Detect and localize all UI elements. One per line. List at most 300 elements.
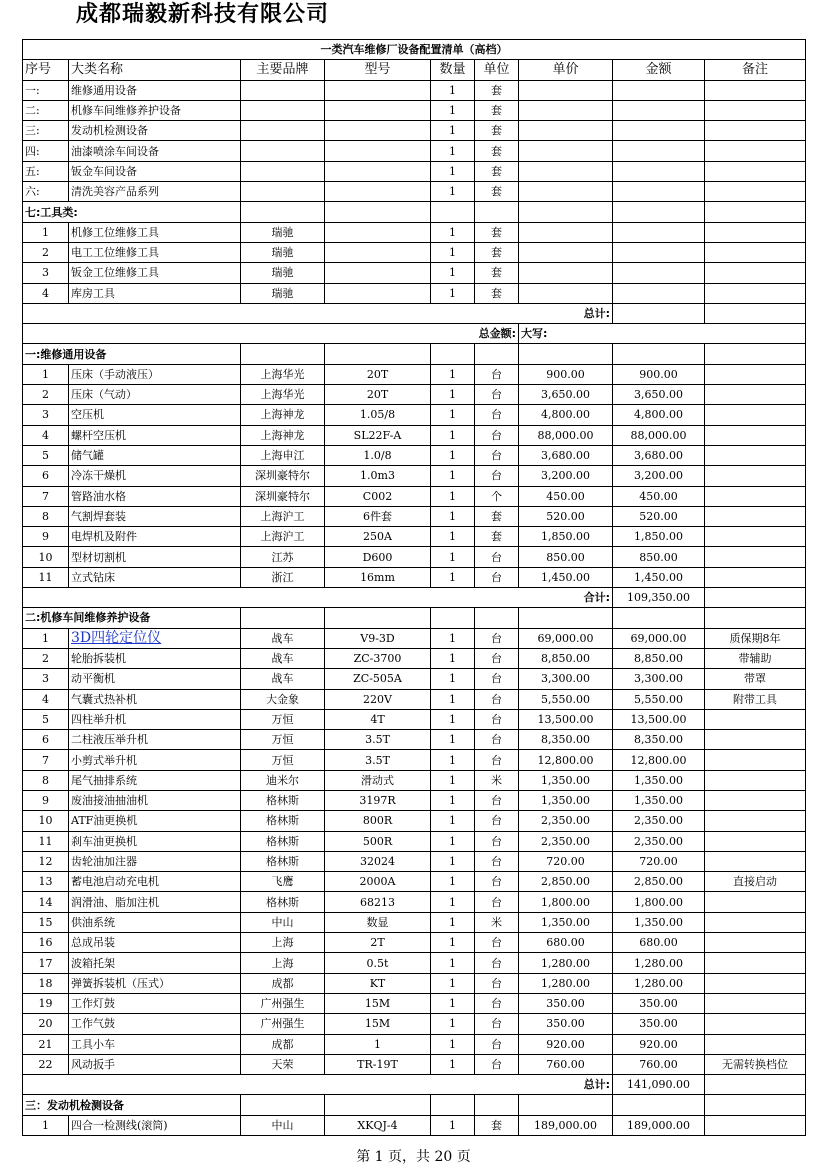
model-cell: XKQJ-4: [325, 1115, 431, 1135]
item-row: [23, 973, 806, 993]
brand-cell: [241, 141, 325, 161]
item-name: [69, 628, 241, 648]
unit-cell: 套: [475, 263, 519, 283]
subtotal-row: [23, 1075, 806, 1095]
price-cell: 850.00: [519, 547, 613, 567]
note-cell: [705, 912, 806, 932]
item-row: [23, 364, 806, 384]
brand-cell: 上海沪工: [241, 506, 325, 526]
item-name: 轮胎拆装机: [69, 648, 241, 668]
model-cell: [325, 182, 431, 202]
qty-cell: 1: [431, 1014, 475, 1034]
model-cell: 4T: [325, 709, 431, 729]
item-row: [23, 750, 806, 770]
subtotal-value: 109,350.00: [613, 588, 705, 608]
note-cell: [705, 405, 806, 425]
note-cell: [705, 222, 806, 242]
price-cell: [519, 141, 613, 161]
qty-cell: 1: [431, 669, 475, 689]
item-row: [23, 385, 806, 405]
table-cell: [475, 344, 519, 364]
unit-cell: 米: [475, 912, 519, 932]
table-cell: [241, 202, 325, 222]
summary-row: [23, 182, 806, 202]
category-name: 油漆喷涂车间设备: [69, 141, 241, 161]
row-number: 9: [23, 527, 69, 547]
brand-cell: 瑞驰: [241, 222, 325, 242]
row-number: 3: [23, 405, 69, 425]
price-cell: 12,800.00: [519, 750, 613, 770]
unit-cell: 台: [475, 851, 519, 871]
price-cell: 1,280.00: [519, 973, 613, 993]
note-cell: [705, 953, 806, 973]
model-cell: KT: [325, 973, 431, 993]
price-cell: 1,850.00: [519, 527, 613, 547]
unit-cell: 米: [475, 770, 519, 790]
table-cell: [705, 202, 806, 222]
price-cell: 920.00: [519, 1034, 613, 1054]
row-number: 1: [23, 1115, 69, 1135]
qty-cell: 1: [431, 182, 475, 202]
unit-cell: 套: [475, 527, 519, 547]
model-cell: 1.0m3: [325, 466, 431, 486]
table-cell: [241, 344, 325, 364]
unit-cell: 台: [475, 730, 519, 750]
price-cell: 5,550.00: [519, 689, 613, 709]
sheet-title: 一类汽车维修厂设备配置清单（高档）: [23, 40, 806, 60]
model-cell: 20T: [325, 385, 431, 405]
table-cell: [325, 608, 431, 628]
amount-cell: 720.00: [613, 851, 705, 871]
unit-cell: 台: [475, 466, 519, 486]
qty-cell: 1: [431, 121, 475, 141]
model-cell: 3.5T: [325, 730, 431, 750]
qty-cell: 1: [431, 953, 475, 973]
brand-cell: 上海神龙: [241, 425, 325, 445]
model-cell: 3197R: [325, 790, 431, 810]
table-cell: [431, 608, 475, 628]
item-row: [23, 669, 806, 689]
item-row: [23, 770, 806, 790]
row-number: 11: [23, 831, 69, 851]
table-cell: [475, 202, 519, 222]
section-row: [23, 344, 806, 364]
amount-cell: [613, 263, 705, 283]
model-cell: [325, 242, 431, 262]
note-cell: 质保期8年: [705, 628, 806, 648]
note-cell: [705, 973, 806, 993]
qty-cell: 1: [431, 141, 475, 161]
total-value: [613, 303, 705, 323]
amount-cell: 2,350.00: [613, 811, 705, 831]
table-cell: [431, 344, 475, 364]
row-number: 4: [23, 689, 69, 709]
model-cell: 2T: [325, 933, 431, 953]
model-cell: [325, 283, 431, 303]
price-cell: 13,500.00: [519, 709, 613, 729]
brand-cell: 格林斯: [241, 851, 325, 871]
model-cell: 6件套: [325, 506, 431, 526]
qty-cell: 1: [431, 933, 475, 953]
qty-cell: 1: [431, 242, 475, 262]
qty-cell: 1: [431, 263, 475, 283]
price-cell: 900.00: [519, 364, 613, 384]
price-cell: [519, 182, 613, 202]
col-header: 金额: [613, 60, 705, 80]
section-header: 一:维修通用设备: [23, 344, 241, 364]
unit-cell: 套: [475, 161, 519, 181]
item-name: 四合一检测线(滚筒): [69, 1115, 241, 1135]
note-cell: [705, 1115, 806, 1135]
row-number: 8: [23, 770, 69, 790]
row-number: 7: [23, 486, 69, 506]
total-label: 总计:: [23, 303, 613, 323]
brand-cell: 战车: [241, 669, 325, 689]
price-cell: [519, 80, 613, 100]
item-name: 动平衡机: [69, 669, 241, 689]
table-cell: [241, 1095, 325, 1115]
qty-cell: 1: [431, 80, 475, 100]
brand-cell: 天荣: [241, 1054, 325, 1074]
note-cell: [705, 425, 806, 445]
unit-cell: 台: [475, 1034, 519, 1054]
qty-cell: 1: [431, 161, 475, 181]
qty-cell: 1: [431, 750, 475, 770]
table-cell: [705, 608, 806, 628]
unit-cell: 台: [475, 405, 519, 425]
category-name: 维修通用设备: [69, 80, 241, 100]
amount-cell: [613, 222, 705, 242]
amount-cell: 1,850.00: [613, 527, 705, 547]
amount-cell: [613, 242, 705, 262]
note-cell: [705, 161, 806, 181]
row-number: 10: [23, 811, 69, 831]
brand-cell: 格林斯: [241, 892, 325, 912]
price-cell: 2,350.00: [519, 831, 613, 851]
item-row: [23, 405, 806, 425]
row-number: 4: [23, 425, 69, 445]
model-cell: V9-3D: [325, 628, 431, 648]
amount-cell: 520.00: [613, 506, 705, 526]
amount-cell: 3,200.00: [613, 466, 705, 486]
brand-cell: 万恒: [241, 750, 325, 770]
item-row: [23, 1014, 806, 1034]
table-cell: [325, 1095, 431, 1115]
item-name: 废油接油抽油机: [69, 790, 241, 810]
unit-cell: 台: [475, 669, 519, 689]
note-cell: 无需转换档位: [705, 1054, 806, 1074]
note-cell: [705, 588, 806, 608]
item-row: [23, 912, 806, 932]
qty-cell: 1: [431, 283, 475, 303]
note-cell: [705, 730, 806, 750]
table-cell: [519, 344, 613, 364]
unit-cell: 台: [475, 1014, 519, 1034]
item-row: [23, 892, 806, 912]
row-number: 六:: [23, 182, 69, 202]
price-cell: 4,800.00: [519, 405, 613, 425]
brand-cell: 深圳豪特尔: [241, 486, 325, 506]
brand-cell: [241, 100, 325, 120]
category-name: 清洗美容产品系列: [69, 182, 241, 202]
price-cell: [519, 283, 613, 303]
amount-cell: 1,280.00: [613, 973, 705, 993]
item-name: 波箱托架: [69, 953, 241, 973]
model-cell: D600: [325, 547, 431, 567]
note-cell: [705, 831, 806, 851]
price-cell: 3,300.00: [519, 669, 613, 689]
model-cell: ZC-3700: [325, 648, 431, 668]
item-row: [23, 993, 806, 1013]
amount-cell: [613, 283, 705, 303]
note-cell: [705, 80, 806, 100]
price-cell: 3,680.00: [519, 445, 613, 465]
model-cell: [325, 222, 431, 242]
section-row: [23, 1095, 806, 1115]
qty-cell: 1: [431, 851, 475, 871]
row-number: 4: [23, 283, 69, 303]
model-cell: [325, 141, 431, 161]
item-name: 储气罐: [69, 445, 241, 465]
qty-cell: 1: [431, 364, 475, 384]
item-name: 工具小车: [69, 1034, 241, 1054]
item-name: 齿轮油加注器: [69, 851, 241, 871]
brand-cell: [241, 161, 325, 181]
amount-cell: 5,550.00: [613, 689, 705, 709]
item-name: 刹车油更换机: [69, 831, 241, 851]
item-name: 风动扳手: [69, 1054, 241, 1074]
model-cell: 220V: [325, 689, 431, 709]
tool-row: [23, 242, 806, 262]
unit-cell: 台: [475, 892, 519, 912]
item-name: ATF油更换机: [69, 811, 241, 831]
amount-cell: 1,350.00: [613, 790, 705, 810]
brand-cell: 中山: [241, 1115, 325, 1135]
brand-cell: 浙江: [241, 567, 325, 587]
qty-cell: 1: [431, 486, 475, 506]
brand-cell: 成都: [241, 1034, 325, 1054]
brand-cell: 上海: [241, 953, 325, 973]
item-row: [23, 547, 806, 567]
row-number: 7: [23, 750, 69, 770]
qty-cell: 1: [431, 730, 475, 750]
price-cell: [519, 161, 613, 181]
amount-cell: [613, 141, 705, 161]
brand-cell: [241, 121, 325, 141]
price-cell: 2,850.00: [519, 872, 613, 892]
row-number: 10: [23, 547, 69, 567]
row-number: 五:: [23, 161, 69, 181]
subtotal-row: [23, 588, 806, 608]
qty-cell: 1: [431, 385, 475, 405]
item-row: [23, 831, 806, 851]
row-number: 3: [23, 263, 69, 283]
note-cell: [705, 506, 806, 526]
summary-row: [23, 141, 806, 161]
item-name: 蓄电池启动充电机: [69, 872, 241, 892]
note-cell: [705, 547, 806, 567]
price-cell: 69,000.00: [519, 628, 613, 648]
qty-cell: 1: [431, 1034, 475, 1054]
table-cell: [613, 1095, 705, 1115]
model-cell: SL22F-A: [325, 425, 431, 445]
unit-cell: 台: [475, 750, 519, 770]
amount-cell: [613, 121, 705, 141]
page-footer: 第 1 页，共 20 页: [356, 1149, 471, 1165]
item-name: 供油系统: [69, 912, 241, 932]
row-number: 15: [23, 912, 69, 932]
unit-cell: 台: [475, 709, 519, 729]
table-cell: [431, 202, 475, 222]
item-row: [23, 1054, 806, 1074]
unit-cell: 台: [475, 790, 519, 810]
col-header: 备注: [705, 60, 806, 80]
amount-cell: 12,800.00: [613, 750, 705, 770]
amount-cell: 2,350.00: [613, 831, 705, 851]
item-name: 尾气抽排系统: [69, 770, 241, 790]
amount-cell: [613, 80, 705, 100]
qty-cell: 1: [431, 993, 475, 1013]
amount-cell: 3,300.00: [613, 669, 705, 689]
model-cell: 数显: [325, 912, 431, 932]
subtotal-value: 141,090.00: [613, 1075, 705, 1095]
brand-cell: 江苏: [241, 547, 325, 567]
qty-cell: 1: [431, 547, 475, 567]
note-cell: [705, 364, 806, 384]
amount-cell: [613, 161, 705, 181]
row-number: 1: [23, 628, 69, 648]
note-cell: [705, 527, 806, 547]
unit-cell: 台: [475, 547, 519, 567]
model-cell: 250A: [325, 527, 431, 547]
item-row: [23, 527, 806, 547]
price-cell: [519, 242, 613, 262]
item-name: 四柱举升机: [69, 709, 241, 729]
item-row: [23, 953, 806, 973]
section-header: 七:工具类:: [23, 202, 241, 222]
qty-cell: 1: [431, 872, 475, 892]
table-cell: [519, 608, 613, 628]
item-row: [23, 486, 806, 506]
table-cell: [613, 608, 705, 628]
unit-cell: 套: [475, 283, 519, 303]
model-cell: 15M: [325, 1014, 431, 1034]
amount-cell: 350.00: [613, 1014, 705, 1034]
price-cell: 350.00: [519, 993, 613, 1013]
table-cell: [613, 344, 705, 364]
price-cell: 3,650.00: [519, 385, 613, 405]
model-cell: [325, 121, 431, 141]
price-cell: 1,450.00: [519, 567, 613, 587]
model-cell: [325, 80, 431, 100]
brand-cell: 上海: [241, 933, 325, 953]
unit-cell: 套: [475, 242, 519, 262]
note-cell: 直接启动: [705, 872, 806, 892]
price-cell: 520.00: [519, 506, 613, 526]
unit-cell: 台: [475, 425, 519, 445]
item-link[interactable]: 3D四轮定位仪: [71, 629, 162, 646]
note-cell: [705, 445, 806, 465]
model-cell: 500R: [325, 831, 431, 851]
brand-cell: 格林斯: [241, 790, 325, 810]
brand-cell: 中山: [241, 912, 325, 932]
item-name: 润滑油、脂加注机: [69, 892, 241, 912]
company-name: 成都瑞毅新科技有限公司: [76, 2, 330, 27]
row-number: 19: [23, 993, 69, 1013]
row-number: 16: [23, 933, 69, 953]
brand-cell: 迪米尔: [241, 770, 325, 790]
item-name: 电焊机及附件: [69, 527, 241, 547]
price-cell: 760.00: [519, 1054, 613, 1074]
unit-cell: 套: [475, 141, 519, 161]
brand-cell: 广州强生: [241, 1014, 325, 1034]
price-cell: 1,350.00: [519, 770, 613, 790]
qty-cell: 1: [431, 892, 475, 912]
qty-cell: 1: [431, 405, 475, 425]
note-cell: 带罩: [705, 669, 806, 689]
summary-row: [23, 161, 806, 181]
model-cell: 32024: [325, 851, 431, 871]
item-name: 总成吊装: [69, 933, 241, 953]
grand-total-row: [23, 324, 806, 344]
brand-cell: 深圳豪特尔: [241, 466, 325, 486]
item-row: [23, 790, 806, 810]
qty-cell: 1: [431, 709, 475, 729]
brand-cell: 成都: [241, 973, 325, 993]
amount-cell: 1,280.00: [613, 953, 705, 973]
subtotal-label: 总计:: [23, 1075, 613, 1095]
note-cell: [705, 892, 806, 912]
row-number: 6: [23, 730, 69, 750]
row-number: 2: [23, 385, 69, 405]
item-name: 小剪式举升机: [69, 750, 241, 770]
amount-cell: 13,500.00: [613, 709, 705, 729]
model-cell: C002: [325, 486, 431, 506]
amount-cell: 88,000.00: [613, 425, 705, 445]
note-cell: [705, 1034, 806, 1054]
unit-cell: 台: [475, 831, 519, 851]
summary-row: [23, 80, 806, 100]
item-row: [23, 811, 806, 831]
note-cell: [705, 385, 806, 405]
item-name: 气割焊套装: [69, 506, 241, 526]
price-cell: 1,800.00: [519, 892, 613, 912]
model-cell: 1: [325, 1034, 431, 1054]
col-header: 大类名称: [69, 60, 241, 80]
item-row: [23, 1034, 806, 1054]
item-name: 管路油水格: [69, 486, 241, 506]
note-cell: [705, 790, 806, 810]
row-number: 8: [23, 506, 69, 526]
item-row: [23, 425, 806, 445]
col-header: 单价: [519, 60, 613, 80]
daxie-label: 大写:: [519, 324, 806, 344]
model-cell: 68213: [325, 892, 431, 912]
model-cell: TR-19T: [325, 1054, 431, 1074]
item-row: [23, 628, 806, 648]
summary-row: [23, 100, 806, 120]
item-row: [23, 933, 806, 953]
summary-row: [23, 121, 806, 141]
note-cell: [705, 486, 806, 506]
model-cell: [325, 100, 431, 120]
price-cell: [519, 121, 613, 141]
tool-row: [23, 283, 806, 303]
row-number: 11: [23, 567, 69, 587]
brand-cell: 上海华光: [241, 364, 325, 384]
brand-cell: 战车: [241, 648, 325, 668]
table-cell: [431, 1095, 475, 1115]
